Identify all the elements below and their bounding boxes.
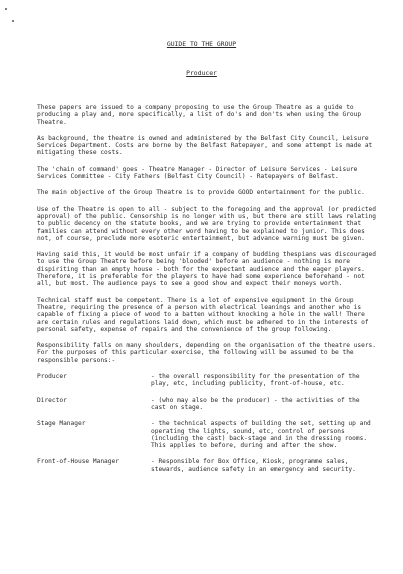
paragraph: The 'chain of command' goes - Theatre Manager - Director of Leisure Services - Leisure Services Committee - City Fathers (Belfast City Council) - Ratepayers of Belfast. <box>37 165 358 181</box>
role-item <box>37 397 377 412</box>
role-name: Producer <box>37 373 67 381</box>
role-item <box>37 420 377 449</box>
scan-speck <box>5 8 7 10</box>
paragraph: These papers are issued to a company proposing to use the Group Theatre as a guide to producing a play and, more specifically, a list of do's and don'ts when using the Group Theatre. <box>37 104 362 126</box>
role-name: Director <box>37 396 67 404</box>
scan-speck <box>12 20 14 22</box>
paragraph: Use of the Theatre is open to all - subject to the foregoing and the approval (or predicted approval) of the public. Censorship is no longer with us, but there are still laws relating to public decency on the statute books, and we are trying to provide entertainment that families can attend without every other word having to be explained to junior. This does not, of course, preclude more esoteric entertainment, but advance warning must be given. <box>37 205 376 242</box>
document-title: GUIDE TO THE GROUP <box>166 40 237 48</box>
role-description: - (who may also be the producer) - the activities of the cast on stage. <box>151 396 360 411</box>
section-heading: Producer <box>186 69 217 77</box>
role-item <box>37 373 377 388</box>
role-description: - Responsible for Box Office, Kiosk, programme sales, stewards, audience safety in an emergency and security. <box>151 458 356 473</box>
document-body <box>37 104 377 482</box>
paragraph: Technical staff must be competent. There is a lot of expensive equipment in the Group Theatre, requiring the presence of a person with electrical leanings and another who is capable of fixing a piece of wood to a batten without knocking a hole in the wall! There are certain rules and regulations laid down, which must be adhered to in the interests of personal safety, expense of repairs and the convenience of the group following. <box>37 296 369 333</box>
role-description: - the technical aspects of building the set, setting up and operating the lights, sound, etc, control of persons (including the cast) back-stage and in the dressing rooms. This applies to before, during and after the show. <box>151 420 371 450</box>
roles-list <box>37 373 377 473</box>
role-name: Front-of-House Manager <box>37 458 119 466</box>
paragraph: Responsibility falls on many shoulders, depending on the organisation of the theatre users. For the purposes of this particular exercise, the following will be assumed to be the responsible persons:- <box>37 342 376 364</box>
role-name: Stage Manager <box>37 420 86 428</box>
role-description: - the overall responsibility for the presentation of the play, etc, including publicity, front-of-house, etc. <box>151 373 360 388</box>
role-item <box>37 458 377 473</box>
paragraph: As background, the theatre is owned and administered by the Belfast City Council, Leisure Services Department. Costs are borne by the Belfast Ratepayer, and some attempt is made at mitigating these costs. <box>37 134 373 157</box>
paragraph: The main objective of the Group Theatre is to provide GOOD entertainment for the public. <box>37 189 365 197</box>
paragraph: Having said this, it would be most unfair if a company of budding thespians was discouraged to use the Group Theatre before being 'blooded' before an audience - nothing is more dispiriting than an empty house - both for the expectant audience and the eager players. Therefore, it is preferable for the players to have had some experience beforehand - not all, but most. The audience pays to see a good show and expect their moneys worth. <box>37 251 376 288</box>
